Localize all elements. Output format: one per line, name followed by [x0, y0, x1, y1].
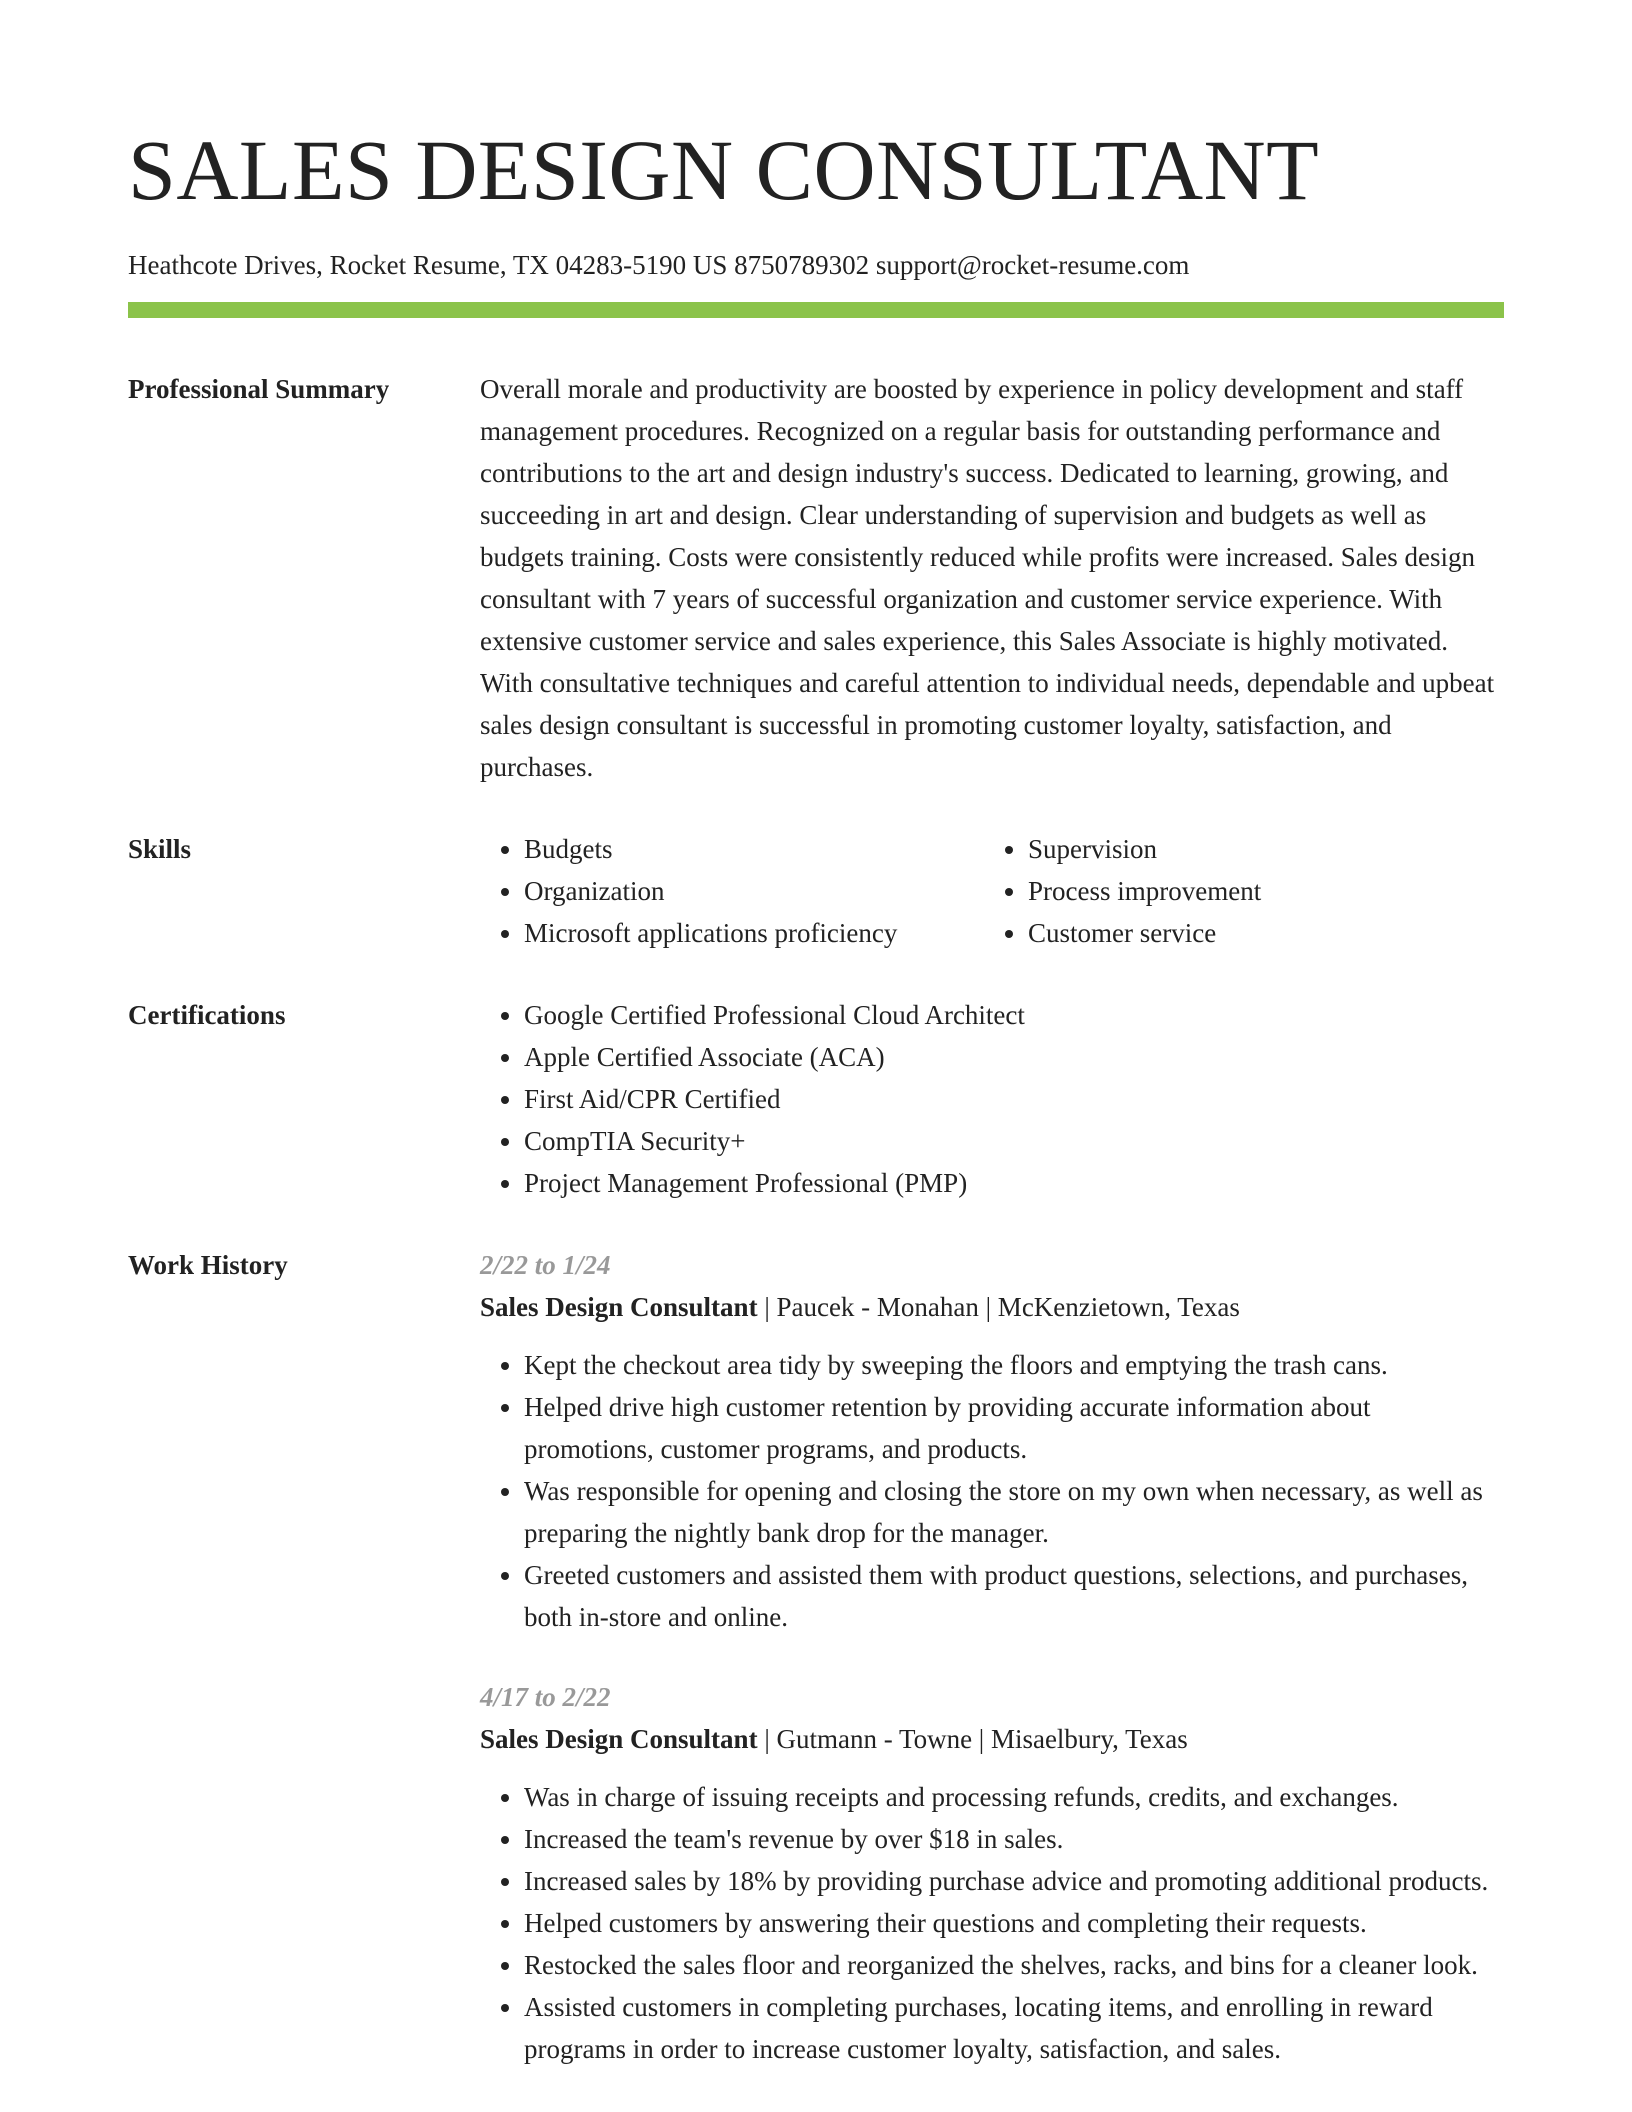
- header-divider: [128, 302, 1504, 318]
- resume-page: [128, 0, 1504, 2070]
- section-title-skills: Skills: [128, 834, 192, 864]
- skill-item: • Supervision: [1028, 828, 1504, 870]
- skills-body: [480, 828, 1504, 954]
- section-title-summary: Professional Summary: [128, 374, 390, 404]
- job-bullet: • Increased the team's revenue by over $18 in sales.: [524, 1818, 1504, 1860]
- section-title-certifications: Certifications: [128, 1000, 286, 1030]
- job-entry: [480, 1244, 1504, 1638]
- certification-item: • First Aid/CPR Certified: [524, 1078, 1504, 1120]
- job-bullet: • Helped drive high customer retention by providing accurate information about promotions, customer programs, and products.: [524, 1386, 1504, 1470]
- skill-item: • Microsoft applications proficiency: [524, 912, 984, 954]
- job-entry: [480, 1676, 1504, 2070]
- skill-item: • Customer service: [1028, 912, 1504, 954]
- job-bullets: [480, 1776, 1504, 2070]
- job-title: Sales Design Consultant: [480, 1292, 758, 1322]
- job-bullet: • Helped customers by answering their questions and completing their requests.: [524, 1902, 1504, 1944]
- job-bullet: • Was responsible for opening and closing the store on my own when necessary, as well as preparing the nightly bank drop for the manager.: [524, 1470, 1504, 1554]
- job-bullet: • Restocked the sales floor and reorganized the shelves, racks, and bins for a cleaner look.: [524, 1944, 1504, 1986]
- job-bullet: • Assisted customers in completing purchases, locating items, and enrolling in reward programs in order to increase customer loyalty, satisfaction, and sales.: [524, 1986, 1504, 2070]
- summary-section: [128, 368, 1504, 788]
- certifications-list: [480, 994, 1504, 1204]
- skills-section: [128, 828, 1504, 954]
- skills-column-right: [984, 828, 1504, 954]
- job-dates: 2/22 to 1/24: [480, 1250, 611, 1280]
- skills-list-right: [984, 828, 1504, 954]
- contact-line: Heathcote Drives, Rocket Resume, TX 04283-5190 US 8750789302 support@rocket-resume.com: [128, 250, 1190, 280]
- skill-item: • Budgets: [524, 828, 984, 870]
- skills-column-left: [480, 828, 984, 954]
- certification-item: • Google Certified Professional Cloud Architect: [524, 994, 1504, 1036]
- certification-item: • CompTIA Security+: [524, 1120, 1504, 1162]
- skills-list-left: [480, 828, 984, 954]
- certification-item: • Apple Certified Associate (ACA): [524, 1036, 1504, 1078]
- job-heading: [480, 1718, 1504, 1760]
- certification-item: • Project Management Professional (PMP): [524, 1162, 1504, 1204]
- job-dates: 4/17 to 2/22: [480, 1682, 611, 1712]
- certifications-body: [480, 994, 1504, 1204]
- job-employer-location: | Paucek - Monahan | McKenzietown, Texas: [757, 1292, 1240, 1322]
- section-title-work-history: Work History: [128, 1250, 288, 1280]
- job-bullet: • Kept the checkout area tidy by sweeping the floors and emptying the trash cans.: [524, 1344, 1504, 1386]
- skill-item: • Organization: [524, 870, 984, 912]
- job-heading: [480, 1286, 1504, 1328]
- job-bullet: • Greeted customers and assisted them with product questions, selections, and purchases, both in-store and online.: [524, 1554, 1504, 1638]
- summary-body: [480, 368, 1504, 788]
- job-bullets: [480, 1344, 1504, 1638]
- work-history-body: [480, 1244, 1504, 2070]
- job-employer-location: | Gutmann - Towne | Misaelbury, Texas: [757, 1724, 1188, 1754]
- skill-item: • Process improvement: [1028, 870, 1504, 912]
- job-bullet: • Was in charge of issuing receipts and processing refunds, credits, and exchanges.: [524, 1776, 1504, 1818]
- certifications-section: [128, 994, 1504, 1204]
- resume-name: SALES DESIGN CONSULTANT: [128, 122, 1320, 218]
- work-history-section: [128, 1244, 1504, 2070]
- summary-text: Overall morale and productivity are boosted by experience in policy development and staff management procedures. Recognized on a regular basis for outstanding performance and contributions to the art and design industry's success. Dedicated to learning, growing, and succeeding in art and design. Clear understanding of supervision and budgets as well as budgets training. Costs were consistently reduced while profits were increased. Sales design consultant with 7 years of successful organization and customer service experience. With extensive customer service and sales experience, this Sales Associate is highly motivated. With consultative techniques and careful attention to individual needs, dependable and upbeat sales design consultant is successful in promoting customer loyalty, satisfaction, and purchases.: [480, 374, 1495, 782]
- job-bullet: • Increased sales by 18% by providing purchase advice and promoting additional products.: [524, 1860, 1504, 1902]
- job-title: Sales Design Consultant: [480, 1724, 758, 1754]
